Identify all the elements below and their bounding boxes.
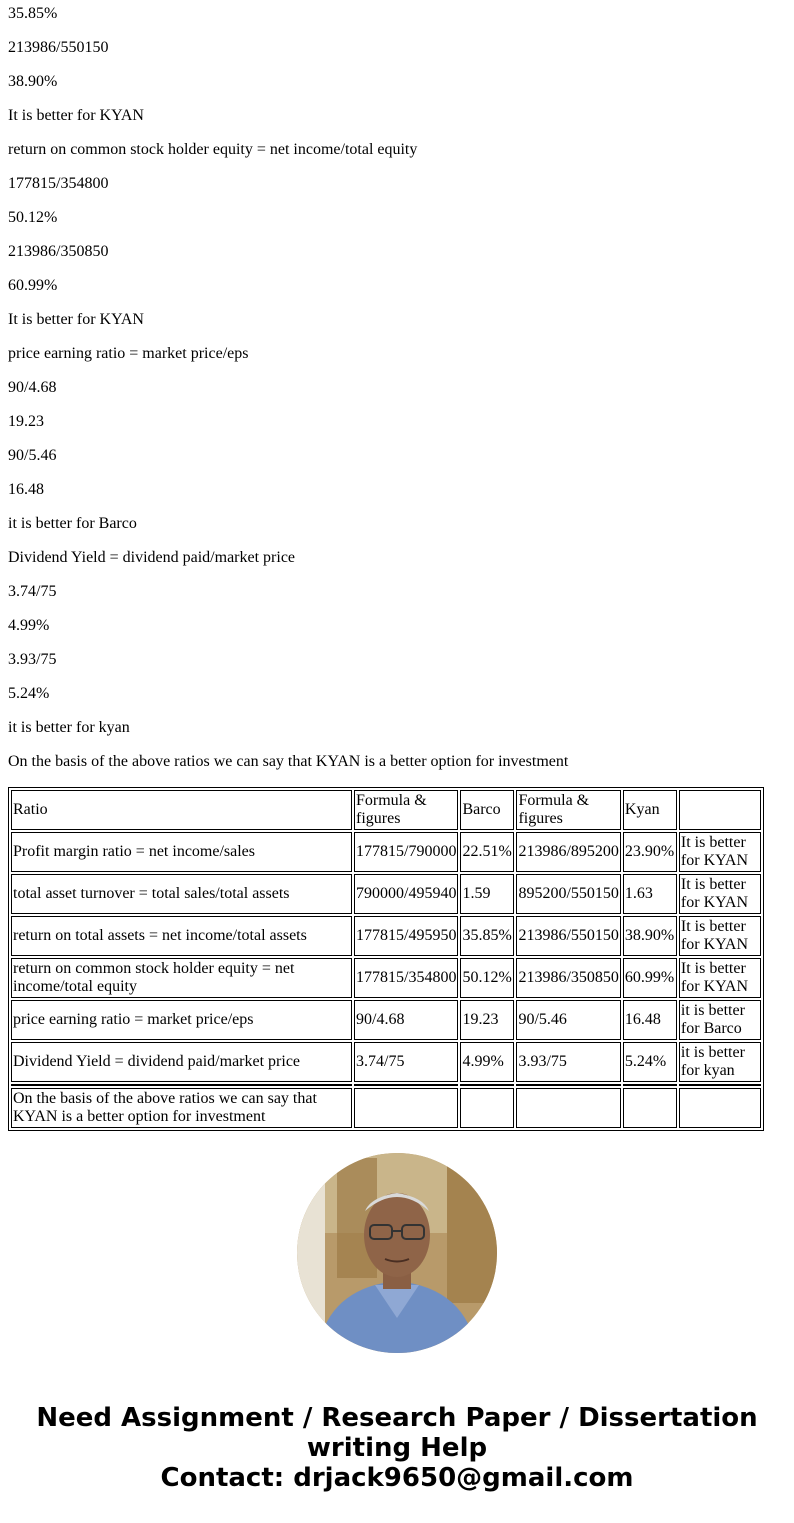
- ratio-comparison-table: [8, 787, 764, 1131]
- table-cell: 38.90%: [623, 916, 677, 956]
- table-cell: It is better for KYAN: [679, 874, 761, 914]
- table-cell: 50.12%: [460, 958, 514, 998]
- table-cell: 3.74/75: [354, 1042, 458, 1082]
- table-cell: 1.59: [460, 874, 514, 914]
- table-cell: 790000/495940: [354, 874, 458, 914]
- separator-cell: [623, 1084, 677, 1086]
- empty-cell: [516, 1088, 620, 1128]
- table-cell: total asset turnover = total sales/total assets: [11, 874, 352, 914]
- separator-cell: [11, 1084, 352, 1086]
- text-line: 16.48: [8, 481, 44, 498]
- table-cell: 5.24%: [623, 1042, 677, 1082]
- table-cell: 177815/354800: [354, 958, 458, 998]
- table-cell: 1.63: [623, 874, 677, 914]
- text-line: price earning ratio = market price/eps: [8, 345, 249, 362]
- separator-cell: [354, 1084, 458, 1086]
- table-cell: Kyan: [623, 790, 677, 830]
- empty-cell: [679, 1088, 761, 1128]
- table-conclusion-row: [11, 1088, 761, 1128]
- separator-cell: [679, 1084, 761, 1086]
- table-cell: Profit margin ratio = net income/sales: [11, 832, 352, 872]
- table-cell: 4.99%: [460, 1042, 514, 1082]
- footer-banner: [0, 1403, 794, 1493]
- table-cell: Ratio: [11, 790, 352, 830]
- text-line: 3.74/75: [8, 583, 57, 600]
- author-photo: [297, 1153, 497, 1353]
- footer-contact: Contact: drjack9650@gmail.com: [160, 1463, 634, 1493]
- text-line: It is better for KYAN: [8, 107, 144, 124]
- table-separator-row: [11, 1084, 761, 1086]
- footer-line-2: writing Help: [306, 1433, 488, 1463]
- text-line: 4.99%: [8, 617, 50, 634]
- empty-cell: [623, 1088, 677, 1128]
- text-line: 3.93/75: [8, 651, 57, 668]
- answer-text: [8, 4, 788, 786]
- table-cell: it is better for kyan: [679, 1042, 761, 1082]
- text-line: On the basis of the above ratios we can say that KYAN is a better option for investment: [8, 753, 569, 770]
- text-line: 213986/550150: [8, 39, 109, 56]
- table-cell: It is better for KYAN: [679, 916, 761, 956]
- table-cell: 22.51%: [460, 832, 514, 872]
- table-cell: It is better for KYAN: [679, 958, 761, 998]
- text-line: It is better for KYAN: [8, 311, 144, 328]
- table-header-row: [11, 790, 761, 830]
- text-line: return on common stock holder equity = net income/total equity: [8, 141, 418, 158]
- table-cell: 23.90%: [623, 832, 677, 872]
- table-cell: Dividend Yield = dividend paid/market price: [11, 1042, 352, 1082]
- table-cell: 213986/550150: [516, 916, 620, 956]
- table-cell: 895200/550150: [516, 874, 620, 914]
- text-line: 35.85%: [8, 5, 58, 22]
- table-cell: it is better for Barco: [679, 1000, 761, 1040]
- table-cell: 35.85%: [460, 916, 514, 956]
- table-cell: [679, 790, 761, 830]
- table-cell: 60.99%: [623, 958, 677, 998]
- author-photo-illustration: [297, 1153, 497, 1353]
- table-row: [11, 874, 761, 914]
- table-cell: Formula & figures: [516, 790, 620, 830]
- separator-cell: [516, 1084, 620, 1086]
- table-cell: 213986/350850: [516, 958, 620, 998]
- conclusion-cell: On the basis of the above ratios we can say that KYAN is a better option for investment: [11, 1088, 352, 1128]
- empty-cell: [460, 1088, 514, 1128]
- table-row: [11, 916, 761, 956]
- table-row: [11, 1000, 761, 1040]
- table-cell: 19.23: [460, 1000, 514, 1040]
- text-line: it is better for kyan: [8, 719, 130, 736]
- table-cell: 177815/495950: [354, 916, 458, 956]
- table-row: [11, 832, 761, 872]
- text-line: 60.99%: [8, 277, 58, 294]
- table-cell: 16.48: [623, 1000, 677, 1040]
- table-cell: Formula & figures: [354, 790, 458, 830]
- table-cell: 3.93/75: [516, 1042, 620, 1082]
- table-cell: return on common stock holder equity = net income/total equity: [11, 958, 352, 998]
- table-cell: price earning ratio = market price/eps: [11, 1000, 352, 1040]
- text-line: 90/4.68: [8, 379, 57, 396]
- table-cell: Barco: [460, 790, 514, 830]
- table-row: [11, 1042, 761, 1082]
- table-cell: 177815/790000: [354, 832, 458, 872]
- table-row: [11, 958, 761, 998]
- table-cell: 90/5.46: [516, 1000, 620, 1040]
- text-line: 213986/350850: [8, 243, 109, 260]
- text-line: it is better for Barco: [8, 515, 137, 532]
- empty-cell: [354, 1088, 458, 1128]
- text-line: 177815/354800: [8, 175, 109, 192]
- text-line: 90/5.46: [8, 447, 57, 464]
- text-line: 50.12%: [8, 209, 58, 226]
- table-cell: return on total assets = net income/total assets: [11, 916, 352, 956]
- text-line: Dividend Yield = dividend paid/market price: [8, 549, 296, 566]
- table-cell: 90/4.68: [354, 1000, 458, 1040]
- text-line: 38.90%: [8, 73, 58, 90]
- separator-cell: [460, 1084, 514, 1086]
- text-line: 19.23: [8, 413, 44, 430]
- table-cell: 213986/895200: [516, 832, 620, 872]
- text-line: 5.24%: [8, 685, 50, 702]
- table-cell: It is better for KYAN: [679, 832, 761, 872]
- footer-line-1: Need Assignment / Research Paper / Dissertation: [36, 1403, 758, 1433]
